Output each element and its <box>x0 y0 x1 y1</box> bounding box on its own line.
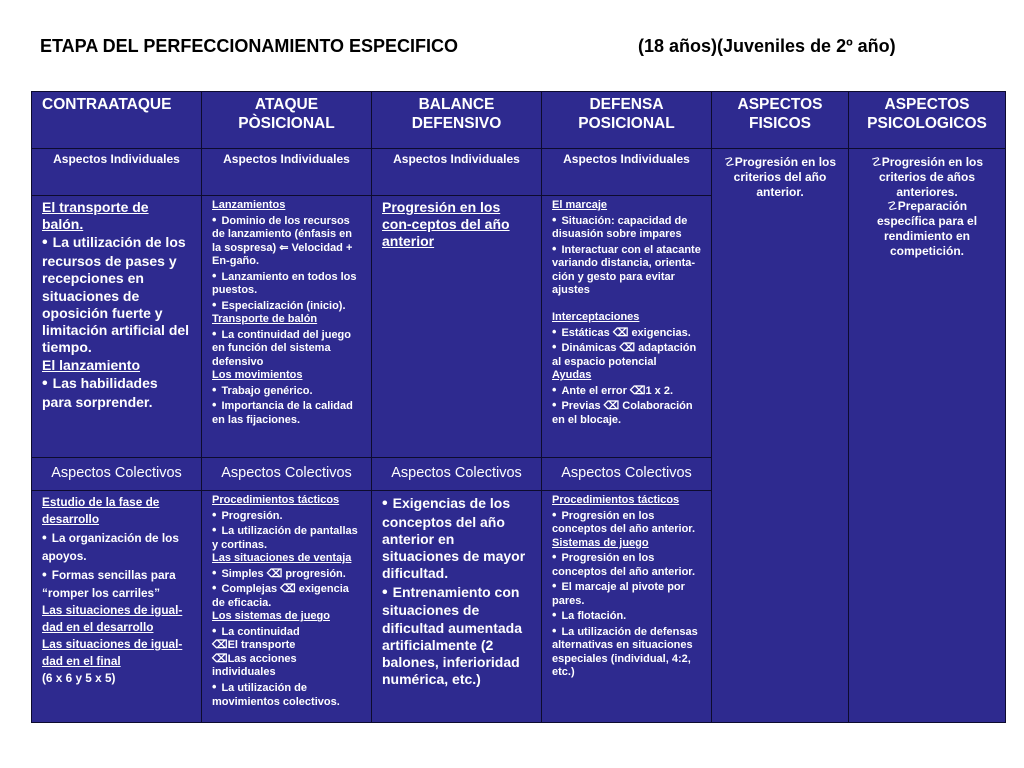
fisicos-text: Progresión en los criterios del año anterior. <box>733 155 837 199</box>
erase-icon: ⌫ <box>603 400 620 413</box>
subheader-individual-1: Aspectos Individuales <box>32 149 202 196</box>
defensa-bullet-5a: • Ante el error <box>552 385 627 397</box>
defensa-bullet-6b: Colaboración en el blocaje. <box>552 400 693 427</box>
ataque-col-bullet-1: • Progresión. <box>212 508 361 524</box>
arrow-left-icon: ⇐ <box>279 241 289 254</box>
defensa-colectivo-cell <box>542 491 712 723</box>
balance-colectivo-cell <box>372 491 542 723</box>
balance-col-bullet-2: • Entrenamiento con situaciones de dificultad aumentada artificialmente (2 balones, inferioridad numérica, etc.) <box>382 583 531 689</box>
fisicos-cell <box>712 149 849 723</box>
defensa-col-bullet-2: • Progresión en los conceptos del año anterior. <box>552 550 701 579</box>
header-aspectos-fisicos: ASPECTOS FISICOS <box>712 92 849 149</box>
header-balance-defensivo: BALANCE DEFENSIVO <box>372 92 542 149</box>
planning-table <box>31 91 1006 723</box>
ataque-col-bullet-4a: • Complejas <box>212 583 277 595</box>
ataque-bullet-5: • Trabajo genérico. <box>212 383 361 399</box>
subheader-individual-4: Aspectos Individuales <box>542 149 712 196</box>
subheader-individual-3: Aspectos Individuales <box>372 149 542 196</box>
ataque-colectivo-cell <box>202 491 372 723</box>
subheader-individual-2: Aspectos Individuales <box>202 149 372 196</box>
contraataque-col-heading-3: Las situaciones de igual-dad en el final <box>42 636 183 668</box>
contraataque-col-heading-2: Las situaciones de igual-dad en el desarrollo <box>42 602 183 634</box>
header-ataque-posicional: ATAQUE PÒSICIONAL <box>202 92 372 149</box>
header-row <box>32 92 1006 149</box>
defensa-bullet-3b: exigencias. <box>631 326 691 339</box>
ataque-col-bullet-6: • La utilización de movimientos colectivos. <box>212 680 361 709</box>
ataque-col-bullet-3b: progresión. <box>285 567 346 580</box>
defensa-col-heading-2: Sistemas de juego <box>552 536 649 549</box>
lightning-icon: ☡ <box>870 155 882 169</box>
balance-individual-cell <box>372 196 542 458</box>
erase-icon: ⌫ <box>619 342 636 355</box>
ataque-bullet-6: • Importancia de la calidad en las fijaciones. <box>212 398 361 427</box>
contraataque-col-text-1: (6 x 6 y 5 x 5) <box>42 671 116 686</box>
ataque-col-heading-1: Procedimientos tácticos <box>212 494 340 506</box>
ataque-col-bullet-3a: • Simples <box>212 568 264 580</box>
lightning-icon: ☡ <box>886 199 898 214</box>
defensa-col-bullet-1: • Progresión en los conceptos del año anterior. <box>552 508 701 537</box>
erase-icon: ⌫ <box>212 652 228 665</box>
header-contraataque: CONTRAATAQUE <box>32 92 202 149</box>
ataque-col-heading-3: Los sistemas de juego <box>212 610 330 623</box>
erase-icon: ⌫ <box>629 384 646 397</box>
contraataque-bullet-1: • La utilización de los recursos de pases y recepciones en situaciones de oposición fuerte y limitación artificial del tiempo. <box>42 233 191 356</box>
lightning-icon: ☡ <box>723 155 735 169</box>
contraataque-heading-1: El transporte de balón. <box>42 199 149 233</box>
subheader-colectivo-1: Aspectos Colectivos <box>32 458 202 491</box>
ataque-col-glyph-item-2: Las acciones individuales <box>212 652 297 679</box>
subheader-row <box>32 149 1006 196</box>
erase-icon: ⌫ <box>212 639 228 652</box>
defensa-heading-3: Ayudas <box>552 369 592 382</box>
defensa-col-bullet-4: • La flotación. <box>552 608 701 624</box>
contraataque-individual-cell <box>32 196 202 458</box>
header-defensa-posicional: DEFENSA POSICIONAL <box>542 92 712 149</box>
defensa-bullet-2: • Interactuar con el atacante variando distancia, orienta-ción y gesto para evitar ajustes <box>552 242 701 298</box>
psicologicos-text-2: Preparación específica para el rendimiento en competición. <box>876 199 978 258</box>
contraataque-col-heading-1: Estudio de la fase de desarrollo <box>42 495 160 527</box>
defensa-bullet-6a: • Previas <box>552 400 601 412</box>
contraataque-colectivo-cell <box>32 491 202 723</box>
ataque-bullet-1a: • Dominio de los recursos de lanzamiento (énfasis en la sospresa) <box>212 215 352 254</box>
ataque-bullet-4: • La continuidad del juego en función del sistema defensivo <box>212 327 361 370</box>
ataque-heading-1: Lanzamientos <box>212 199 286 211</box>
subheader-colectivo-2: Aspectos Colectivos <box>202 458 372 491</box>
ataque-col-bullet-5: • La continuidad <box>212 624 361 640</box>
ataque-heading-2: Transporte de balón <box>212 313 318 326</box>
psicologicos-cell <box>849 149 1006 723</box>
subheader-colectivo-4: Aspectos Colectivos <box>542 458 712 491</box>
contraataque-col-bullet-1: • La organización de los apoyos. <box>42 528 191 565</box>
ataque-heading-3: Los movimientos <box>212 369 303 382</box>
ataque-col-bullet-2: • La utilización de pantallas y cortinas. <box>212 523 361 552</box>
contraataque-heading-2: El lanzamiento <box>42 356 141 373</box>
ataque-col-heading-2: Las situaciones de ventaja <box>212 552 352 565</box>
defensa-bullet-4a: • Dinámicas <box>552 342 616 354</box>
defensa-bullet-1: • Situación: capacidad de disuasión sobre impares <box>552 213 701 242</box>
ataque-col-bullet-4b: exigencia de eficacia. <box>212 583 349 609</box>
contraataque-col-bullet-2: • Formas sencillas para “romper los carriles” <box>42 565 191 602</box>
contraataque-bullet-2: • Las habilidades para sorprender. <box>42 374 191 411</box>
defensa-col-bullet-3: • El marcaje al pivote por pares. <box>552 579 701 608</box>
defensa-heading-1: El marcaje <box>552 199 608 211</box>
ataque-bullet-1b: Velocidad + En-gaño. <box>212 241 353 268</box>
defensa-heading-2: Interceptaciones <box>552 311 640 324</box>
defensa-bullet-3a: • Estáticas <box>552 327 610 339</box>
defensa-bullet-5b: 1 x 2. <box>645 384 674 397</box>
page-title-main: ETAPA DEL PERFECCIONAMIENTO ESPECIFICO <box>40 36 459 56</box>
page-title <box>40 36 984 60</box>
header-aspectos-psicologicos: ASPECTOS PSICOLOGICOS <box>849 92 1006 149</box>
defensa-col-bullet-5: • La utilización de defensas alternativas en situaciones especiales (individual, 4:2, etc.) <box>552 624 701 680</box>
page-title-age: (18 años)(Juveniles de 2º año) <box>638 36 896 56</box>
defensa-col-heading-1: Procedimientos tácticos <box>552 494 680 506</box>
ataque-col-glyph-item-1: El transporte <box>227 639 296 652</box>
erase-icon: ⌫ <box>280 583 296 596</box>
defensa-individual-cell <box>542 196 712 458</box>
balance-individual-text: Progresión en los con-ceptos del año anterior <box>382 199 510 250</box>
ataque-bullet-2: • Lanzamiento en todos los puestos. <box>212 269 361 298</box>
erase-icon: ⌫ <box>612 326 629 339</box>
balance-col-bullet-1: • Exigencias de los conceptos del año anterior en situaciones de mayor dificultad. <box>382 494 531 583</box>
erase-icon: ⌫ <box>266 567 283 580</box>
subheader-colectivo-3: Aspectos Colectivos <box>372 458 542 491</box>
psicologicos-text-1: Progresión en los criterios de años anteriores. <box>878 155 984 199</box>
ataque-individual-cell <box>202 196 372 458</box>
defensa-bullet-4b: adaptación al espacio potencial <box>552 342 697 368</box>
ataque-bullet-3: • Especialización (inicio). <box>212 298 361 314</box>
